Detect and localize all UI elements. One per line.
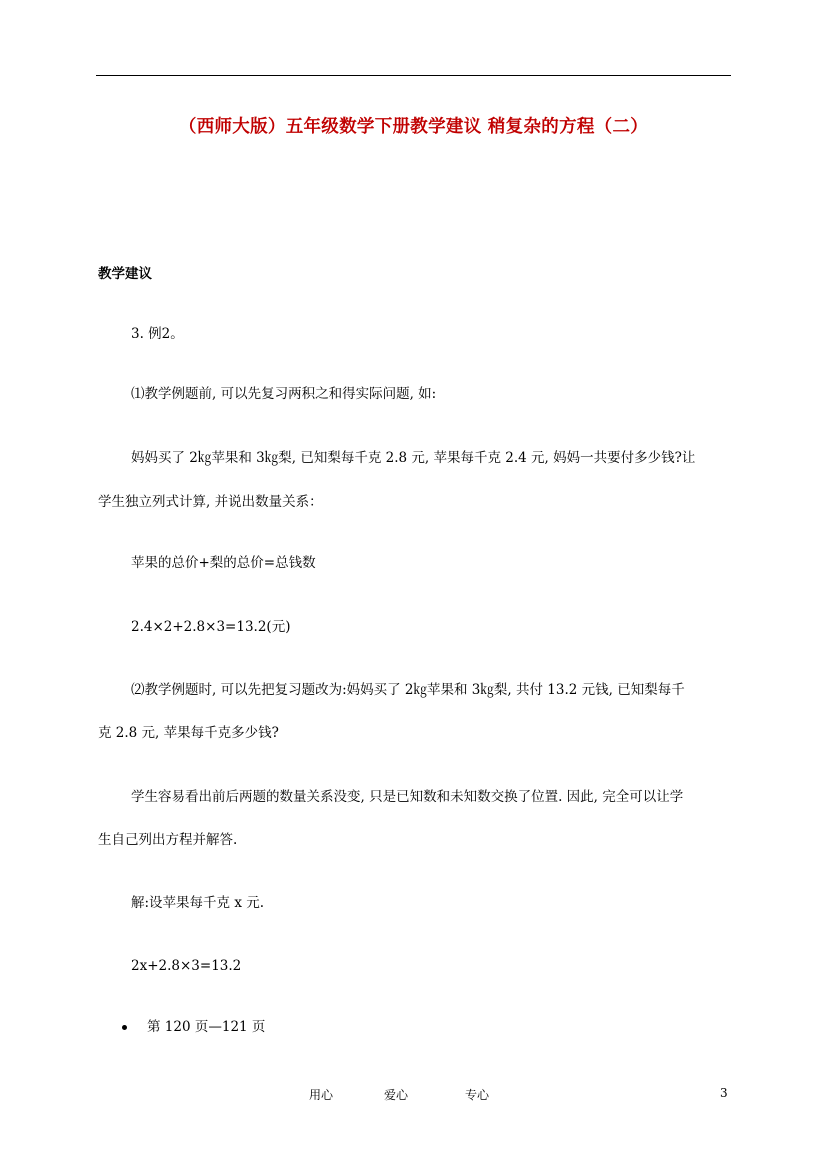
paragraph-relation: 苹果的总价+梨的总价=总钱数 [131, 555, 316, 571]
paragraph-observation-line1: 学生容易看出前后两题的数量关系没变, 只是已知数和未知数交换了位置. 因此, 完全可以让学 [131, 789, 684, 805]
paragraph-problem-line2: 学生独立列式计算, 并说出数量关系： [98, 494, 323, 510]
paragraph-solution: 解:设苹果每千克 x 元. [131, 895, 265, 911]
document-title: （西师大版）五年级数学下册教学建议 稍复杂的方程（二） [178, 117, 649, 137]
page-number: 3 [720, 1086, 728, 1100]
bullet-page-reference: 第 120 页—121 页 [147, 1019, 266, 1035]
footer-item-aixin: 爱心 [384, 1088, 409, 1102]
paragraph-observation-line2: 生自己列出方程并解答. [98, 832, 238, 848]
header-rule [96, 75, 731, 76]
paragraph-equation: 2x+2.8×3=13.2 [131, 958, 242, 974]
bullet-icon [122, 1025, 127, 1030]
paragraph-review-intro: ⑴教学例题前, 可以先复习两积之和得实际问题, 如: [131, 386, 437, 402]
footer-item-zhuanxin: 专心 [465, 1088, 490, 1102]
paragraph-example-number: 3. 例2。 [131, 326, 184, 342]
paragraph-problem-line1: 妈妈买了 2㎏苹果和 3㎏梨, 已知梨每千克 2.8 元, 苹果每千克 2.4 元, 妈妈一共要付多少钱?让 [131, 450, 696, 466]
section-heading: 教学建议 [98, 266, 152, 282]
paragraph-calculation: 2.4×2+2.8×3=13.2(元) [131, 619, 291, 635]
paragraph-modified-line1: ⑵教学例题时, 可以先把复习题改为:妈妈买了 2㎏苹果和 3㎏梨, 共付 13.2 元钱, 已知梨每千 [131, 682, 685, 698]
footer-item-yongxin: 用心 [309, 1088, 334, 1102]
paragraph-modified-line2: 克 2.8 元, 苹果每千克多少钱? [98, 725, 279, 741]
